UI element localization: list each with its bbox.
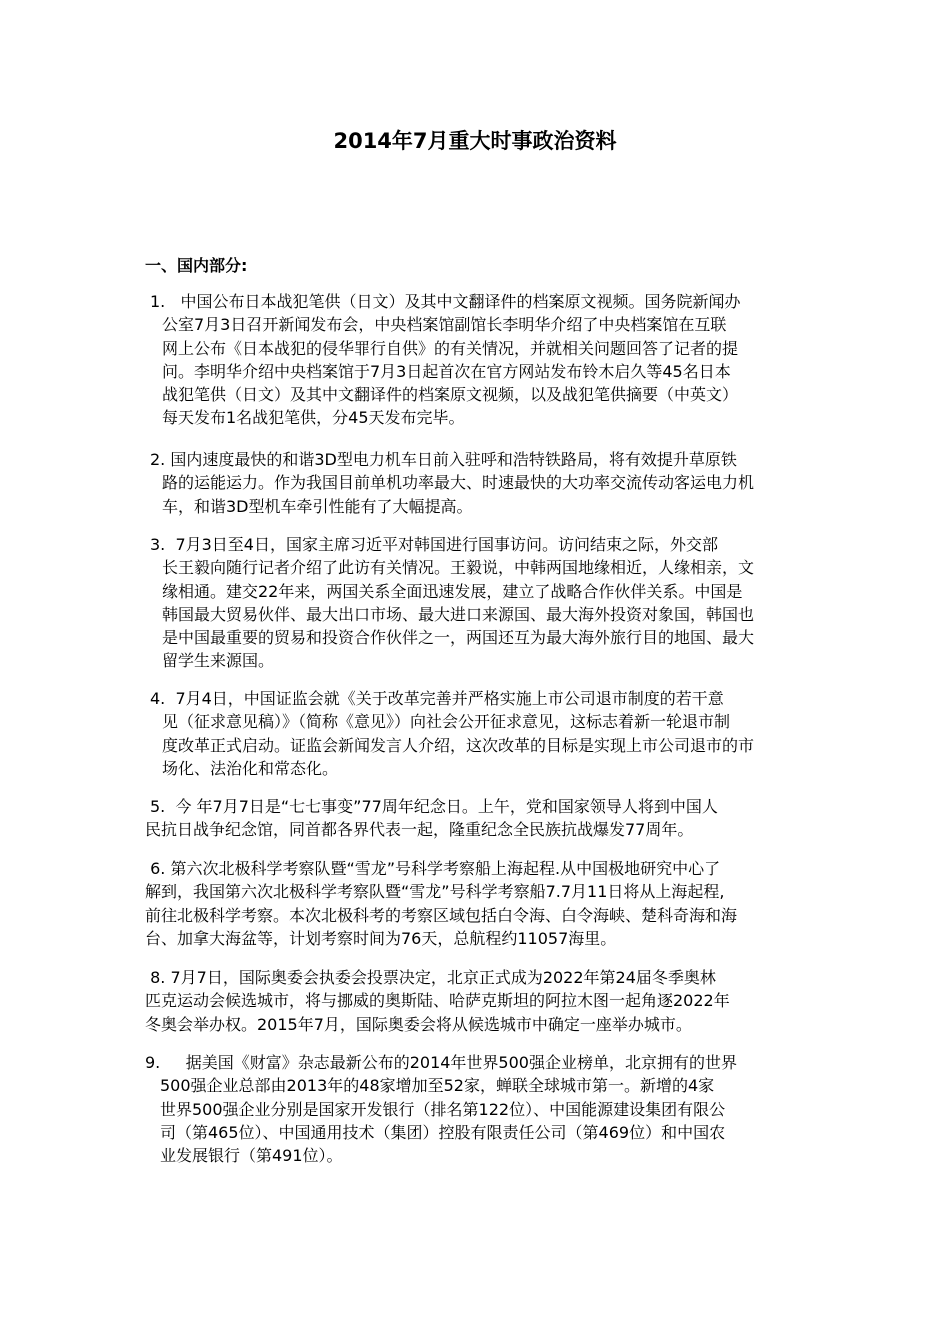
news-item-6 <box>145 857 737 950</box>
news-item-5 <box>145 795 718 842</box>
item-line: 司（第465位）、中国通用技术（集团）控股有限责任公司（第469位）和中国农 <box>160 1122 726 1142</box>
item-line: 台、加拿大海盆等，计划考察时间为76天，总航程约11057海里。 <box>145 928 617 948</box>
item-line: 场化、法治化和常态化。 <box>162 758 339 778</box>
item-number: 1. <box>150 292 166 311</box>
document-title: 2014年7月重大时事政治资料 <box>333 129 617 153</box>
item-line: 度改革正式启动。证监会新闻发言人介绍，这次改革的目标是实现上市公司退市的市 <box>162 735 755 755</box>
item-line: 民抗日战争纪念馆，同首都各界代表一起，隆重纪念全民族抗战爆发77周年。 <box>145 820 694 840</box>
item-line: 问。李明华介绍中央档案馆于7月3日起首次在官方网站发布铃木启久等45名日本 <box>162 361 731 381</box>
news-item-4 <box>150 687 754 780</box>
item-number: 5. <box>150 797 166 816</box>
item-number: 3. <box>150 535 166 554</box>
item-number: 2. <box>150 450 166 469</box>
item-number: 6. <box>150 859 166 878</box>
item-line: 7月7日，国际奥委会执委会投票决定，北京正式成为2022年第24届冬季奥林 <box>170 968 716 987</box>
item-line: 业发展银行（第491位）。 <box>160 1146 343 1166</box>
news-item-9 <box>145 1051 737 1167</box>
item-line: 今 年7月7日是“七七事变”77周年纪念日。上午，党和国家领导人将到中国人 <box>175 797 718 816</box>
item-line: 7月3日至4日，国家主席习近平对韩国进行国事访问。访问结束之际，外交部 <box>175 535 718 554</box>
news-item-2 <box>150 448 754 518</box>
item-line: 冬奥会举办权。2015年7月，国际奥委会将从候选城市中确定一座举办城市。 <box>145 1014 692 1034</box>
item-line: 国内速度最快的和谐3D型电力机车日前入驻呼和浩特铁路局，将有效提升草原铁 <box>170 450 737 469</box>
item-line: 是中国最重要的贸易和投资合作伙伴之一，两国还互为最大海外旅行目的地国、最大 <box>162 628 755 648</box>
item-line: 解到，我国第六次北极科学考察队暨“雪龙”号科学考察船7.7月11日将从上海起程, <box>145 882 725 902</box>
item-line: 车，和谐3D型机车牵引性能有了大幅提高。 <box>162 496 473 516</box>
item-line: 7月4日，中国证监会就《关于改革完善并严格实施上市公司退市制度的若干意 <box>175 689 724 708</box>
item-line: 韩国最大贸易伙伴、最大出口市场、最大进口来源国、最大海外投资对象国，韩国也 <box>162 604 755 624</box>
item-line: 500强企业总部由2013年的48家增加至52家，蝉联全球城市第一。新增的4家 <box>160 1076 715 1096</box>
item-line: 战犯笔供（日文）及其中文翻译件的档案原文视频，以及战犯笔供摘要（中英文） <box>162 385 739 405</box>
item-line: 据美国《财富》杂志最新公布的2014年世界500强企业榜单，北京拥有的世界 <box>185 1053 737 1072</box>
item-line: 留学生来源国。 <box>162 651 275 671</box>
section-heading: 一、国内部分: <box>145 256 248 275</box>
item-line: 见（征求意见稿）》（简称《意见》）向社会公开征求意见，这标志着新一轮退市制 <box>162 712 731 732</box>
item-line: 公室7月3日召开新闻发布会，中央档案馆副馆长李明华介绍了中央档案馆在互联 <box>162 315 727 335</box>
item-line: 网上公布《日本战犯的侵华罪行自供》的有关情况，并就相关问题回答了记者的提 <box>162 338 739 358</box>
item-line: 第六次北极科学考察队暨“雪龙”号科学考察船上海起程.从中国极地研究中心了 <box>170 859 721 878</box>
item-line: 前往北极科学考察。本次北极科考的考察区域包括白令海、白令海峡、楚科奇海和海 <box>145 905 738 925</box>
item-line: 匹克运动会候选城市，将与挪威的奥斯陆、哈萨克斯坦的阿拉木图一起角逐2022年 <box>145 991 730 1011</box>
item-line: 每天发布1名战犯笔供，分45天发布完毕。 <box>162 408 465 428</box>
item-line: 长王毅向随行记者介绍了此访有关情况。王毅说，中韩两国地缘相近，人缘相亲，文 <box>162 558 755 578</box>
item-line: 路的运能运力。作为我国目前单机功率最大、时速最快的大功率交流传动客运电力机 <box>162 473 755 493</box>
news-item-8 <box>145 966 730 1036</box>
news-item-1 <box>150 290 741 430</box>
item-line: 缘相通。建交22年来，两国关系全面迅速发展，建立了战略合作伙伴关系。中国是 <box>162 581 743 601</box>
item-line: 中国公布日本战犯笔供（日文）及其中文翻译件的档案原文视频。国务院新闻办 <box>180 292 741 311</box>
item-number: 8. <box>150 968 166 987</box>
item-line: 世界500强企业分别是国家开发银行（排名第122位）、中国能源建设集团有限公 <box>160 1099 726 1119</box>
item-number: 4. <box>150 689 166 708</box>
item-number: 9. <box>145 1053 161 1072</box>
news-item-3 <box>150 533 754 673</box>
